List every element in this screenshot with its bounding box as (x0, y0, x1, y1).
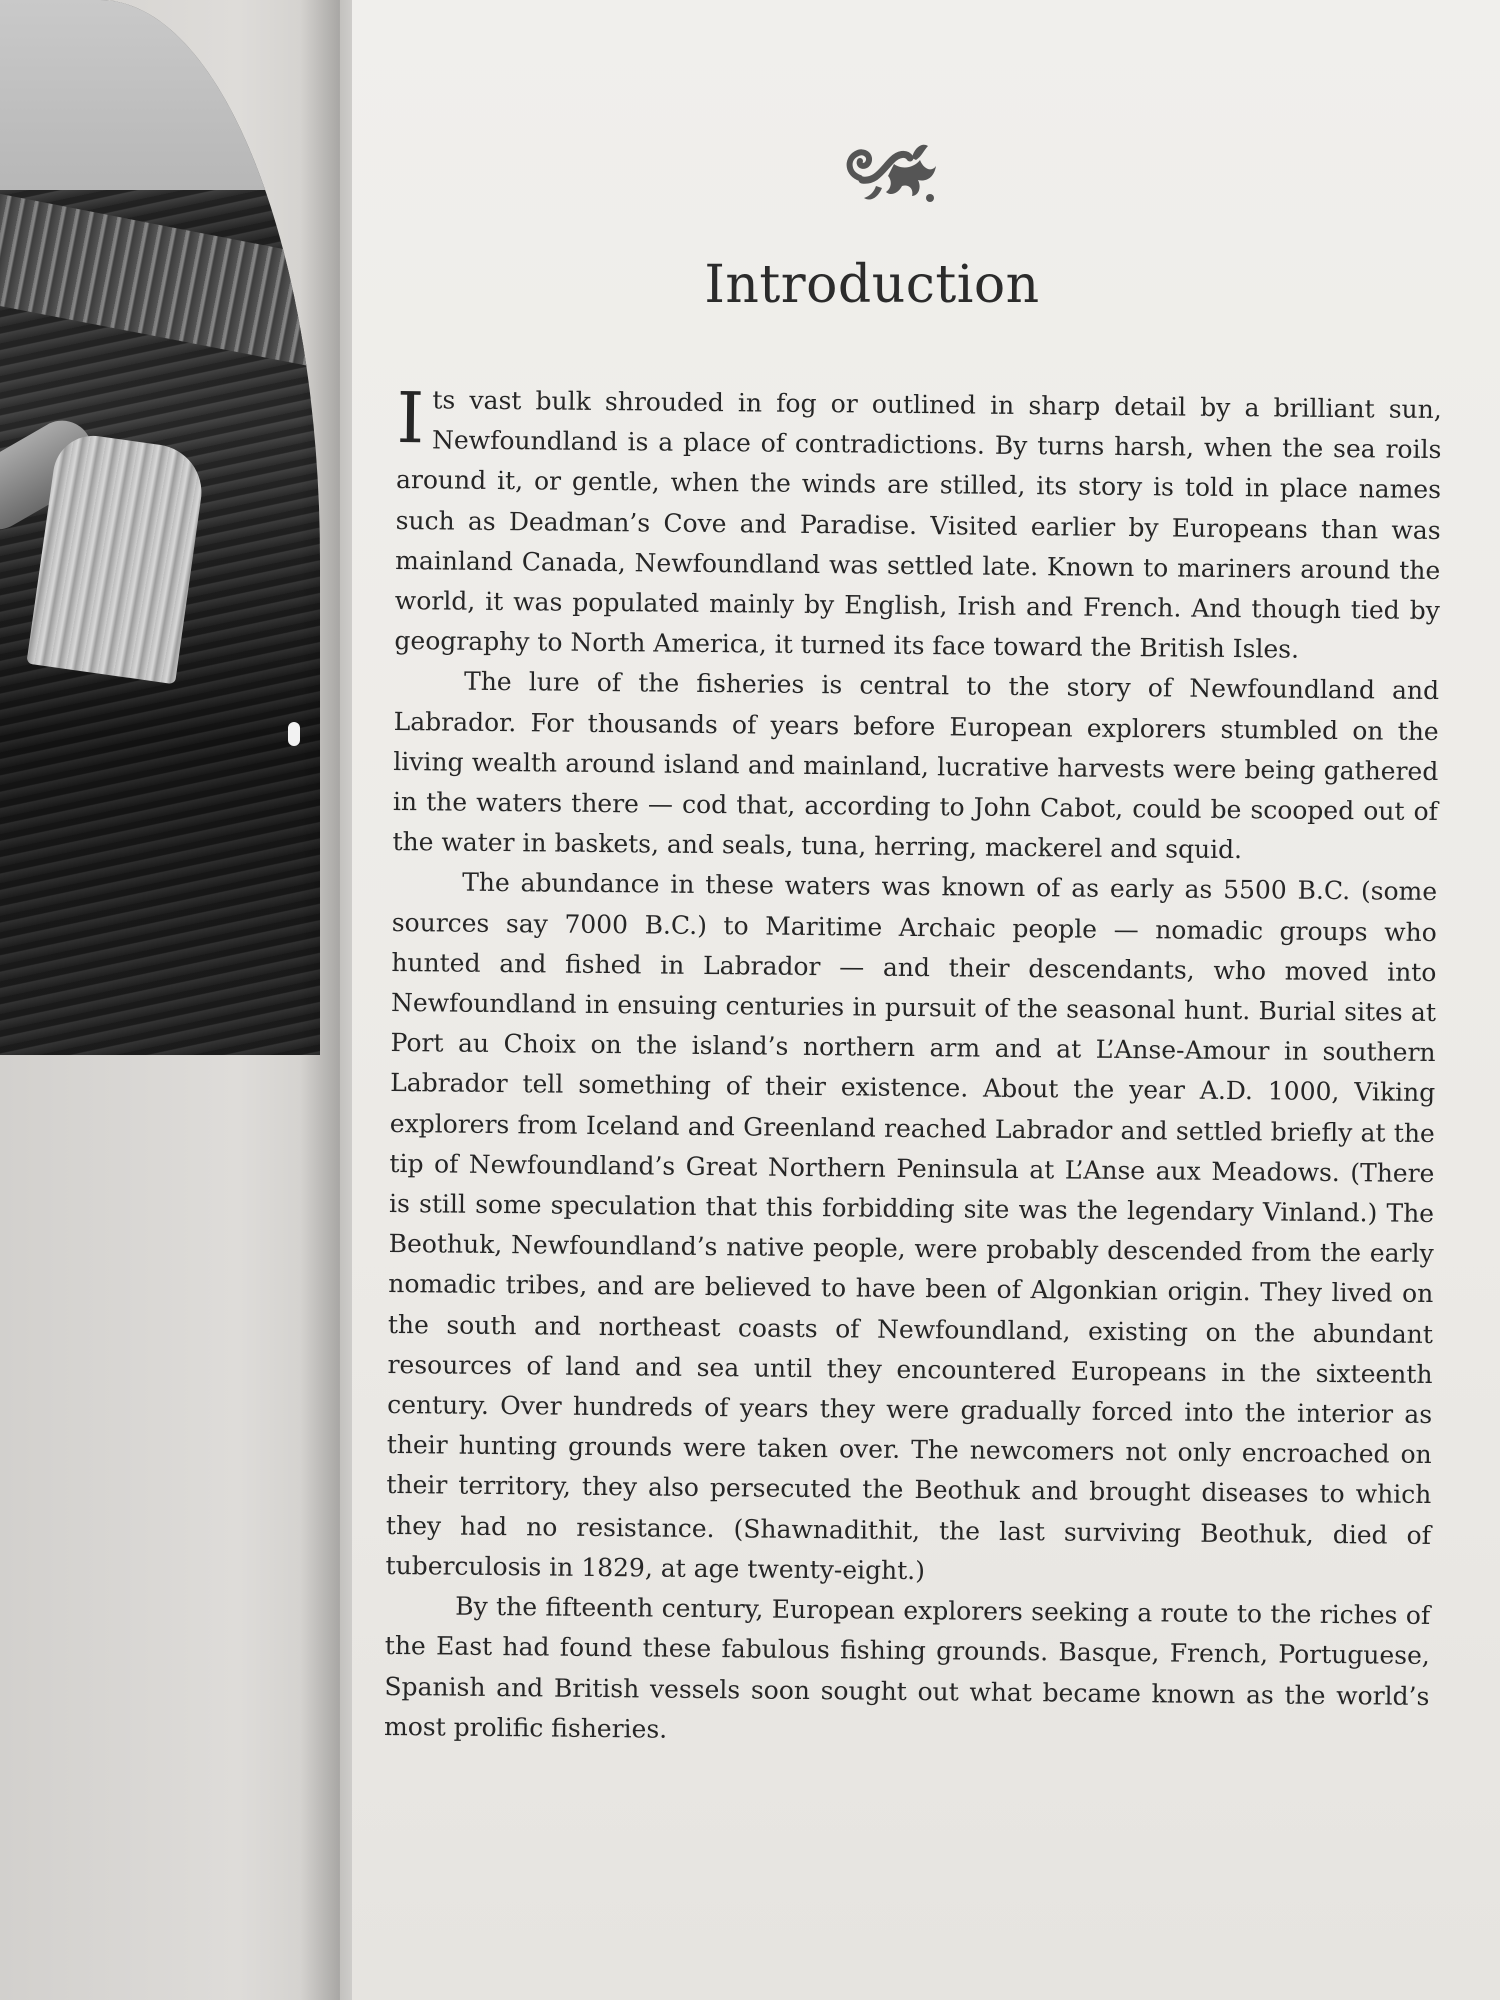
photo-mark (288, 722, 300, 746)
photo-sky (0, 0, 320, 190)
right-page (352, 0, 1500, 2000)
paragraph-1-text: ts vast bulk shrouded in fog or outlined in sharp detail by a brilliant sun, Newfoundland is a place of contradictions. By turns harsh, when the sea roils around it, or gentle, when the winds are stilled, its story is told in place names such as Deadman’s Cove and Paradise. Visited earlier by Europeans than was mainland Canada, Newfoundland was settled late. Known to mariners around the world, it was populated mainly by English, Irish and French. And though tied by geography to North America, it turned its face toward the British Isles. (394, 385, 1442, 664)
chapter-body (383, 377, 1442, 1757)
left-page (0, 0, 340, 2000)
paragraph-3: The abundance in these waters was known of as early as 5500 B.C. (some sources say 7000 B.C.) to Maritime Archaic people — nomadic groups who hunted and fished in Labrador — and their descendants, who moved into Newfoundland in ensuing centuries in pursuit of the seasonal hunt. Burial sites at Port au Choix on the island’s northern arm and at L’Anse-Amour in southern Labrador tell something of their existence. About the year A.D. 1000, Viking explorers from Iceland and Greenland reached Labrador and settled briefly at the tip of Newfoundland’s Great Northern Peninsula at L’Anse aux Meadows. (There is still some speculation that this forbidding site was the legendary Vinland.) The Beothuk, Newfoundland’s native people, were probably descended from the early nomadic tribes, and are believed to have been of Algonkian origin. They lived on the south and northeast coasts of Newfoundland, existing on the abundant resources of land and sea until they encountered Europeans in the sixteenth century. Over hundreds of years they were gradually forced into the interior as their hunting grounds were taken over. The newcomers not only encroached on their territory, they also persecuted the Beothuk and brought diseases to which they had no resistance. (Shawnadithit, the last surviving Beothuk, died of tuberculosis in 1829, at age twenty-eight.) (385, 868, 1438, 1586)
paragraph-2: The lure of the fisheries is central to the story of Newfoundland and Labrador. For thousands of years before European explorers stumbled on the living wealth around island and mainland, lucrative harvests were being gathered in the waters there — cod that, according to John Cabot, could be scooped out of the water in baskets, and seals, tuna, herring, mackerel and squid. (392, 667, 1440, 865)
paragraph-4: By the fifteenth century, European explorers seeking a route to the riches of the East had found these fabulous fishing grounds. Basque, French, Portuguese, Spanish and British vessels soon sought out what became known as the world’s most prolific fisheries. (383, 1591, 1431, 1744)
page-photo (0, 0, 320, 1055)
photo-post (26, 431, 207, 685)
chapter-title: Introduction (704, 255, 1040, 315)
paragraph-1 (394, 377, 1442, 671)
drop-cap: I (396, 377, 425, 460)
photo-fence (0, 190, 320, 367)
fleuron-ornament-icon (842, 130, 942, 215)
